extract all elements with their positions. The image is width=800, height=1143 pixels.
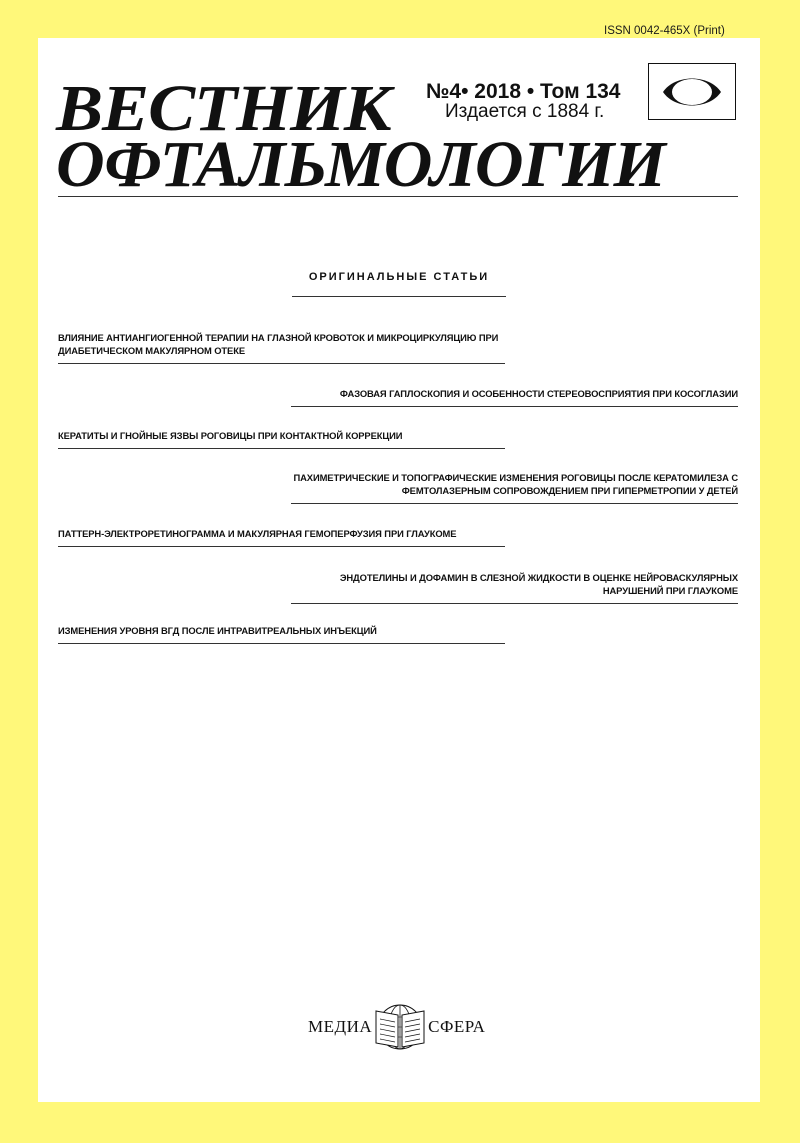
journal-logo bbox=[648, 63, 736, 120]
globe-book-icon bbox=[374, 1001, 426, 1053]
article-title-4: ПАХИМЕТРИЧЕСКИЕ И ТОПОГРАФИЧЕСКИЕ ИЗМЕНЕНИЯ РОГОВИЦЫ ПОСЛЕ КЕРАТОМИЛЕЗА С ФЕМТОЛАЗЕРНЫМ СОПРОВОЖДЕНИЕМ ПРИ ГИПЕРМЕТРОПИИ У ДЕТЕЙ bbox=[291, 471, 738, 504]
header-divider bbox=[58, 196, 738, 197]
section-title: ОРИГИНАЛЬНЫЕ СТАТЬИ bbox=[308, 271, 490, 283]
section-divider bbox=[292, 296, 506, 297]
issue-info: №4• 2018 • Том 134 bbox=[426, 80, 621, 103]
article-title-2: ФАЗОВАЯ ГАПЛОСКОПИЯ И ОСОБЕННОСТИ СТЕРЕОВОСПРИЯТИЯ ПРИ КОСОГЛАЗИИ bbox=[291, 387, 738, 407]
article-title-7: ИЗМЕНЕНИЯ УРОВНЯ ВГД ПОСЛЕ ИНТРАВИТРЕАЛЬНЫХ ИНЪЕКЦИЙ bbox=[58, 624, 505, 644]
cover-page bbox=[38, 38, 760, 1102]
article-title-5: ПАТТЕРН-ЭЛЕКТРОРЕТИНОГРАММА И МАКУЛЯРНАЯ ГЕМОПЕРФУЗИЯ ПРИ ГЛАУКОМЕ bbox=[58, 527, 505, 547]
issn-print: ISSN 0042-465X (Print) bbox=[604, 25, 725, 37]
publisher-name-left: МЕДИА bbox=[308, 1017, 373, 1036]
published-since: Издается с 1884 г. bbox=[445, 101, 605, 122]
journal-title-line2: ОФТАЛЬМОЛОГИИ bbox=[56, 128, 665, 201]
journal-title-line1: ВЕСТНИК bbox=[56, 72, 391, 145]
article-title-1: ВЛИЯНИЕ АНТИАНГИОГЕННОЙ ТЕРАПИИ НА ГЛАЗНОЙ КРОВОТОК И МИКРОЦИРКУЛЯЦИЮ ПРИ ДИАБЕТИЧЕСКОМ МАКУЛЯРНОМ ОТЕКЕ bbox=[58, 331, 505, 364]
article-title-6: ЭНДОТЕЛИНЫ И ДОФАМИН В СЛЕЗНОЙ ЖИДКОСТИ В ОЦЕНКЕ НЕЙРОВАСКУЛЯРНЫХ НАРУШЕНИЙ ПРИ ГЛАУКОМЕ bbox=[291, 571, 738, 604]
eye-icon bbox=[661, 72, 723, 112]
publisher-logo bbox=[308, 1001, 485, 1053]
publisher-name-right: СФЕРА bbox=[428, 1017, 486, 1036]
article-title-3: КЕРАТИТЫ И ГНОЙНЫЕ ЯЗВЫ РОГОВИЦЫ ПРИ КОНТАКТНОЙ КОРРЕКЦИИ bbox=[58, 429, 505, 449]
